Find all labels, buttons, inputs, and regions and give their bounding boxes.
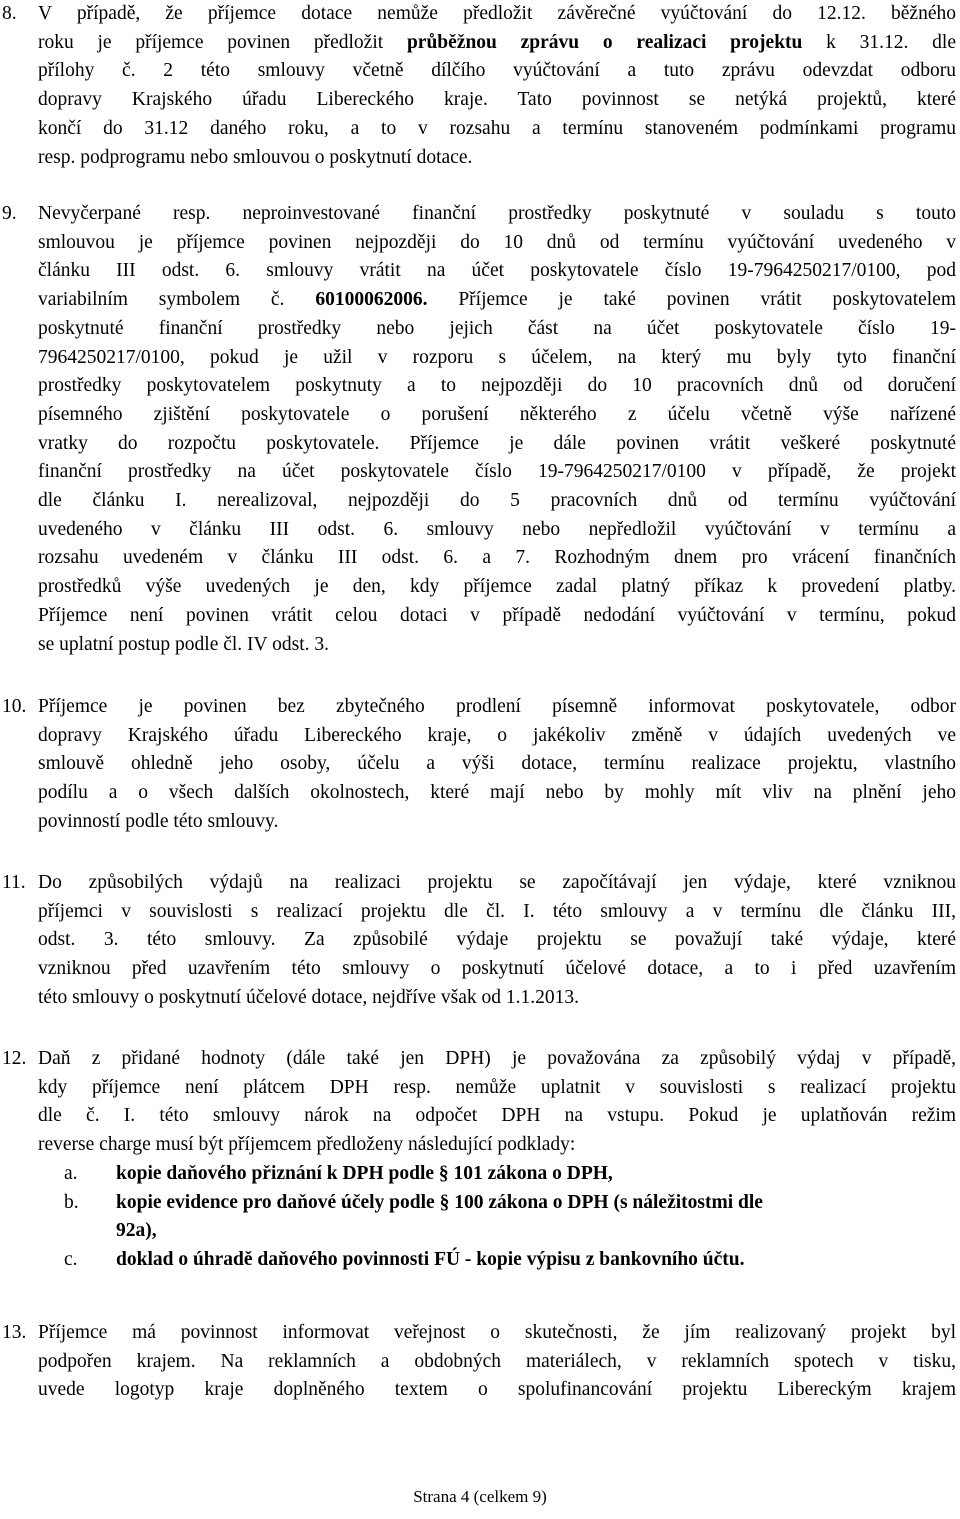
clause-number: 8. <box>2 3 17 24</box>
text-line: Do způsobilých výdajů na realizaci projektu se započítávají jen výdaje, které vzniknou <box>38 872 956 893</box>
text-line: variabilním symbolem č. 60100062006. Příjemce je také povinen vrátit poskytovatelem <box>38 289 957 311</box>
text-line: Příjemce není povinen vrátit celou dotaci v případě nedodání vyúčtování v termínu, pokud <box>38 604 956 626</box>
text-line: roku je příjemce povinen předložit průběžnou zprávu o realizaci projektu k 31.12. dle <box>38 31 956 53</box>
text-line: končí do 31.12 daného roku, a to v rozsahu a termínu stanoveném podmínkami programu <box>38 117 956 139</box>
subitem-letter: b. <box>64 1191 79 1213</box>
subitem-text: doklad o úhradě daňového povinnosti FÚ - kopie výpisu z bankovního účtu. <box>116 1248 745 1270</box>
text-line: poskytnuté finanční prostředky nebo jejich část na účet poskytovatele číslo 19- <box>38 317 956 339</box>
text-line: odst. 3. této smlouvy. Za způsobilé výdaje projektu se považují také výdaje, které <box>38 929 956 951</box>
text-line: uvedeného v článku III odst. 6. smlouvy nebo nepředložil vyúčtování v termínu a <box>38 518 956 540</box>
text-line: vzniknou před uzavřením této smlouvy o poskytnutí účelové dotace, a to i před uzavřením <box>38 958 956 980</box>
clause-number: 11. <box>2 872 26 893</box>
text-line: se uplatní postup podle čl. IV odst. 3. <box>38 633 330 655</box>
text-line: dle článku I. nerealizoval, nejpozději do 5 pracovních dnů od termínu vyúčtování <box>38 490 956 511</box>
text-line: písemného zjištění poskytovatele o porušení některého z účelu včetně výše nařízené <box>38 403 956 425</box>
clause-number: 9. <box>2 203 17 224</box>
text-line: reverse charge musí být příjemcem předloženy následující podklady: <box>38 1134 576 1156</box>
page-footer: Strana 4 (celkem 9) <box>413 1487 547 1506</box>
text-line: finanční prostředky na účet poskytovatele číslo 19-7964250217/0100 v případě, že projekt <box>38 461 956 483</box>
subitem-letter: a. <box>64 1162 78 1184</box>
text-line: smlouvě ohledně jeho osoby, účelu a výši dotace, termínu realizace projektu, vlastního <box>38 753 956 775</box>
subitem-text: 92a), <box>116 1220 157 1242</box>
subitem-text: kopie daňového přiznání k DPH podle § 101 zákona o DPH, <box>116 1162 613 1184</box>
text-line: podílu a o všech dalších okolnostech, které mají nebo by mohly mít vliv na plnění jeho <box>38 782 956 804</box>
text-line: Příjemce má povinnost informovat veřejnost o skutečnosti, že jím realizovaný projekt byl <box>38 1322 956 1343</box>
text-line: V případě, že příjemce dotace nemůže předložit závěrečné vyúčtování do 12.12. běžného <box>38 3 956 24</box>
text-line: podpořen krajem. Na reklamních a obdobných materiálech, v reklamních spotech v tisku, <box>38 1350 956 1372</box>
text-line: povinností podle této smlouvy. <box>38 810 279 832</box>
text-line: resp. podprogramu nebo smlouvou o poskytnutí dotace. <box>38 146 473 168</box>
text-line: přílohy č. 2 této smlouvy včetně dílčího vyúčtování a tuto zprávu odevzdat odboru <box>38 60 956 82</box>
text-line: dopravy Krajského úřadu Libereckého kraje. Tato povinnost se netýká projektů, které <box>38 89 956 111</box>
subitem-letter: c. <box>64 1248 78 1270</box>
text-line: prostředků výše uvedených je den, kdy příjemce zadal platný příkaz k provedení platby. <box>38 576 956 598</box>
text-line: Nevyčerpané resp. neproinvestované finanční prostředky poskytnuté v souladu s touto <box>38 203 956 224</box>
text-line: dle č. I. této smlouvy nárok na odpočet DPH na vstupu. Pokud je uplatňován režim <box>38 1105 956 1127</box>
text-line: dopravy Krajského úřadu Libereckého kraje, o jakékoliv změně v údajích uvedených ve <box>38 724 956 746</box>
bold-phrase: 60100062006. <box>315 289 428 311</box>
text-line: smlouvou je příjemce povinen nejpozději do 10 dnů od termínu vyúčtování uvedeného v <box>38 231 956 253</box>
text-line: příjemci v souvislosti s realizací projektu dle čl. I. této smlouvy a v termínu dle článku III, <box>38 900 956 922</box>
clause-number: 13. <box>2 1322 27 1343</box>
text-line: Příjemce je povinen bez zbytečného prodlení písemně informovat poskytovatele, odbor <box>38 696 956 717</box>
clause-number: 12. <box>2 1048 27 1069</box>
subitem-text: kopie evidence pro daňové účely podle § 100 zákona o DPH (s náležitostmi dle <box>116 1191 763 1213</box>
text-line: této smlouvy o poskytnutí účelové dotace, nejdříve však od 1.1.2013. <box>38 986 580 1008</box>
text-line: 7964250217/0100, pokud je užil v rozporu s účelem, na který mu byly tyto finanční <box>38 346 956 368</box>
text-line: uvede logotyp kraje doplněného textem o spolufinancování projektu Libereckým krajem <box>38 1379 956 1401</box>
text-line: článku III odst. 6. smlouvy vrátit na účet poskytovatele číslo 19-7964250217/0100, pod <box>38 260 956 282</box>
text-line: kdy příjemce není plátcem DPH resp. nemůže uplatnit v souvislosti s realizací projektu <box>38 1076 956 1098</box>
text-line: prostředky poskytovatelem poskytnuty a to nejpozději do 10 pracovních dnů od doručení <box>38 375 956 397</box>
text-line: vratky do rozpočtu poskytovatele. Příjemce je dále povinen vrátit veškeré poskytnuté <box>38 432 956 454</box>
text-line: Daň z přidané hodnoty (dále také jen DPH) je považována za způsobilý výdaj v případě, <box>38 1048 956 1069</box>
clause-number: 10. <box>2 696 27 717</box>
bold-phrase: průběžnou zprávu o realizaci projektu <box>406 31 803 53</box>
text-line: rozsahu uvedeném v článku III odst. 6. a 7. Rozhodným dnem pro vrácení finančních <box>38 547 956 569</box>
